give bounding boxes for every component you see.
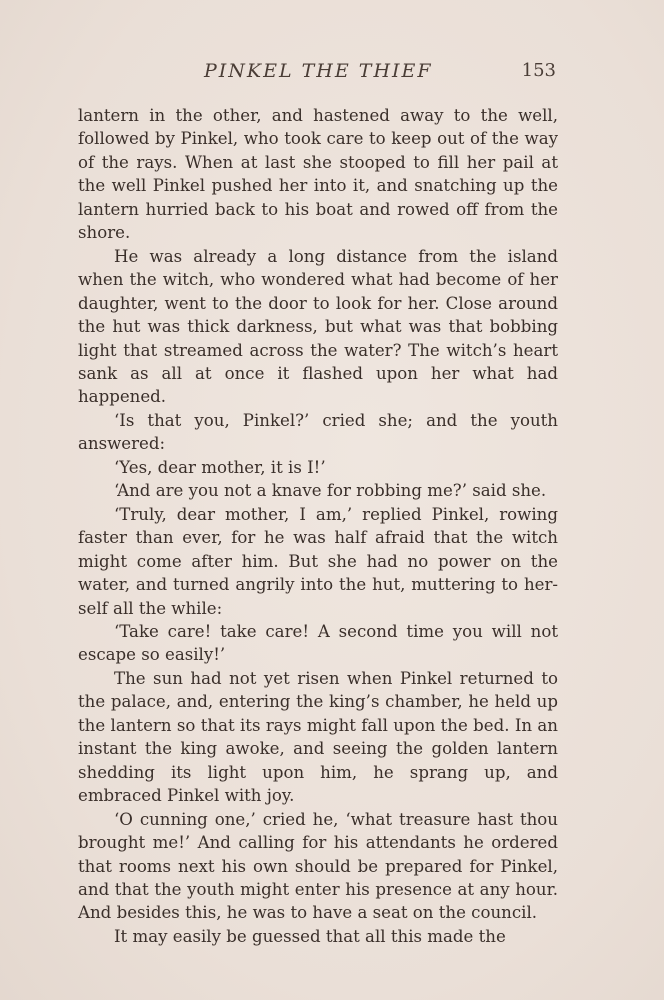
paragraph: lantern in the other, and hastened away to the well, followed by Pinkel, who took care to keep out of the way of the rays. When at last she stooped to fill her pail at the well Pinkel pushed her into it, and snatching up the lantern hurried back to his boat and rowed off from the shore.	[78, 106, 558, 243]
body-text	[78, 104, 558, 948]
paragraph: ‘And are you not a knave for robbing me?’ said she.	[114, 481, 547, 501]
paragraph: ‘O cunning one,’ cried he, ‘what treasure hast thou brought me!’ And calling for his attendants he ordered that rooms next his own should be prepared for Pinkel, and that the youth might enter his presence at any hour. And besides this, he was to have a seat on the council.	[78, 809, 558, 923]
page-number: 153	[521, 60, 556, 81]
paragraph: It may easily be guessed that all this made the	[114, 926, 506, 946]
paragraph: ‘Truly, dear mother, I am,’ replied Pinkel, rowing faster than ever, for he was half afraid that the witch might come after him. But she had no power on the water, and turned angrily into the hut, muttering to her-self all the while:	[78, 504, 558, 618]
paragraph: ‘Take care! take care! A second time you will not escape so easily!’	[78, 621, 558, 665]
paragraph: He was already a long distance from the island when the witch, who wondered what had become of her daughter, went to the door to look for her. Close around the hut was thick darkness, but what was that bobbing light that streamed across the water? The witch’s heart sank as all at once it flashed upon her what had happened.	[78, 246, 558, 407]
paragraph: ‘Yes, dear mother, it is I!’	[114, 457, 326, 477]
paragraph: The sun had not yet risen when Pinkel returned to the palace, and, entering the king’s chamber, he held up the lantern so that its rays might fall upon the bed. In an instant the king awoke, and seeing the golden lantern shedding its light upon him, he sprang up, and embraced Pinkel with joy.	[78, 668, 558, 806]
running-title: PINKEL THE THIEF	[204, 60, 433, 82]
paragraph: ‘Is that you, Pinkel?’ cried she; and the youth answered:	[78, 410, 558, 454]
page-header	[78, 60, 556, 86]
